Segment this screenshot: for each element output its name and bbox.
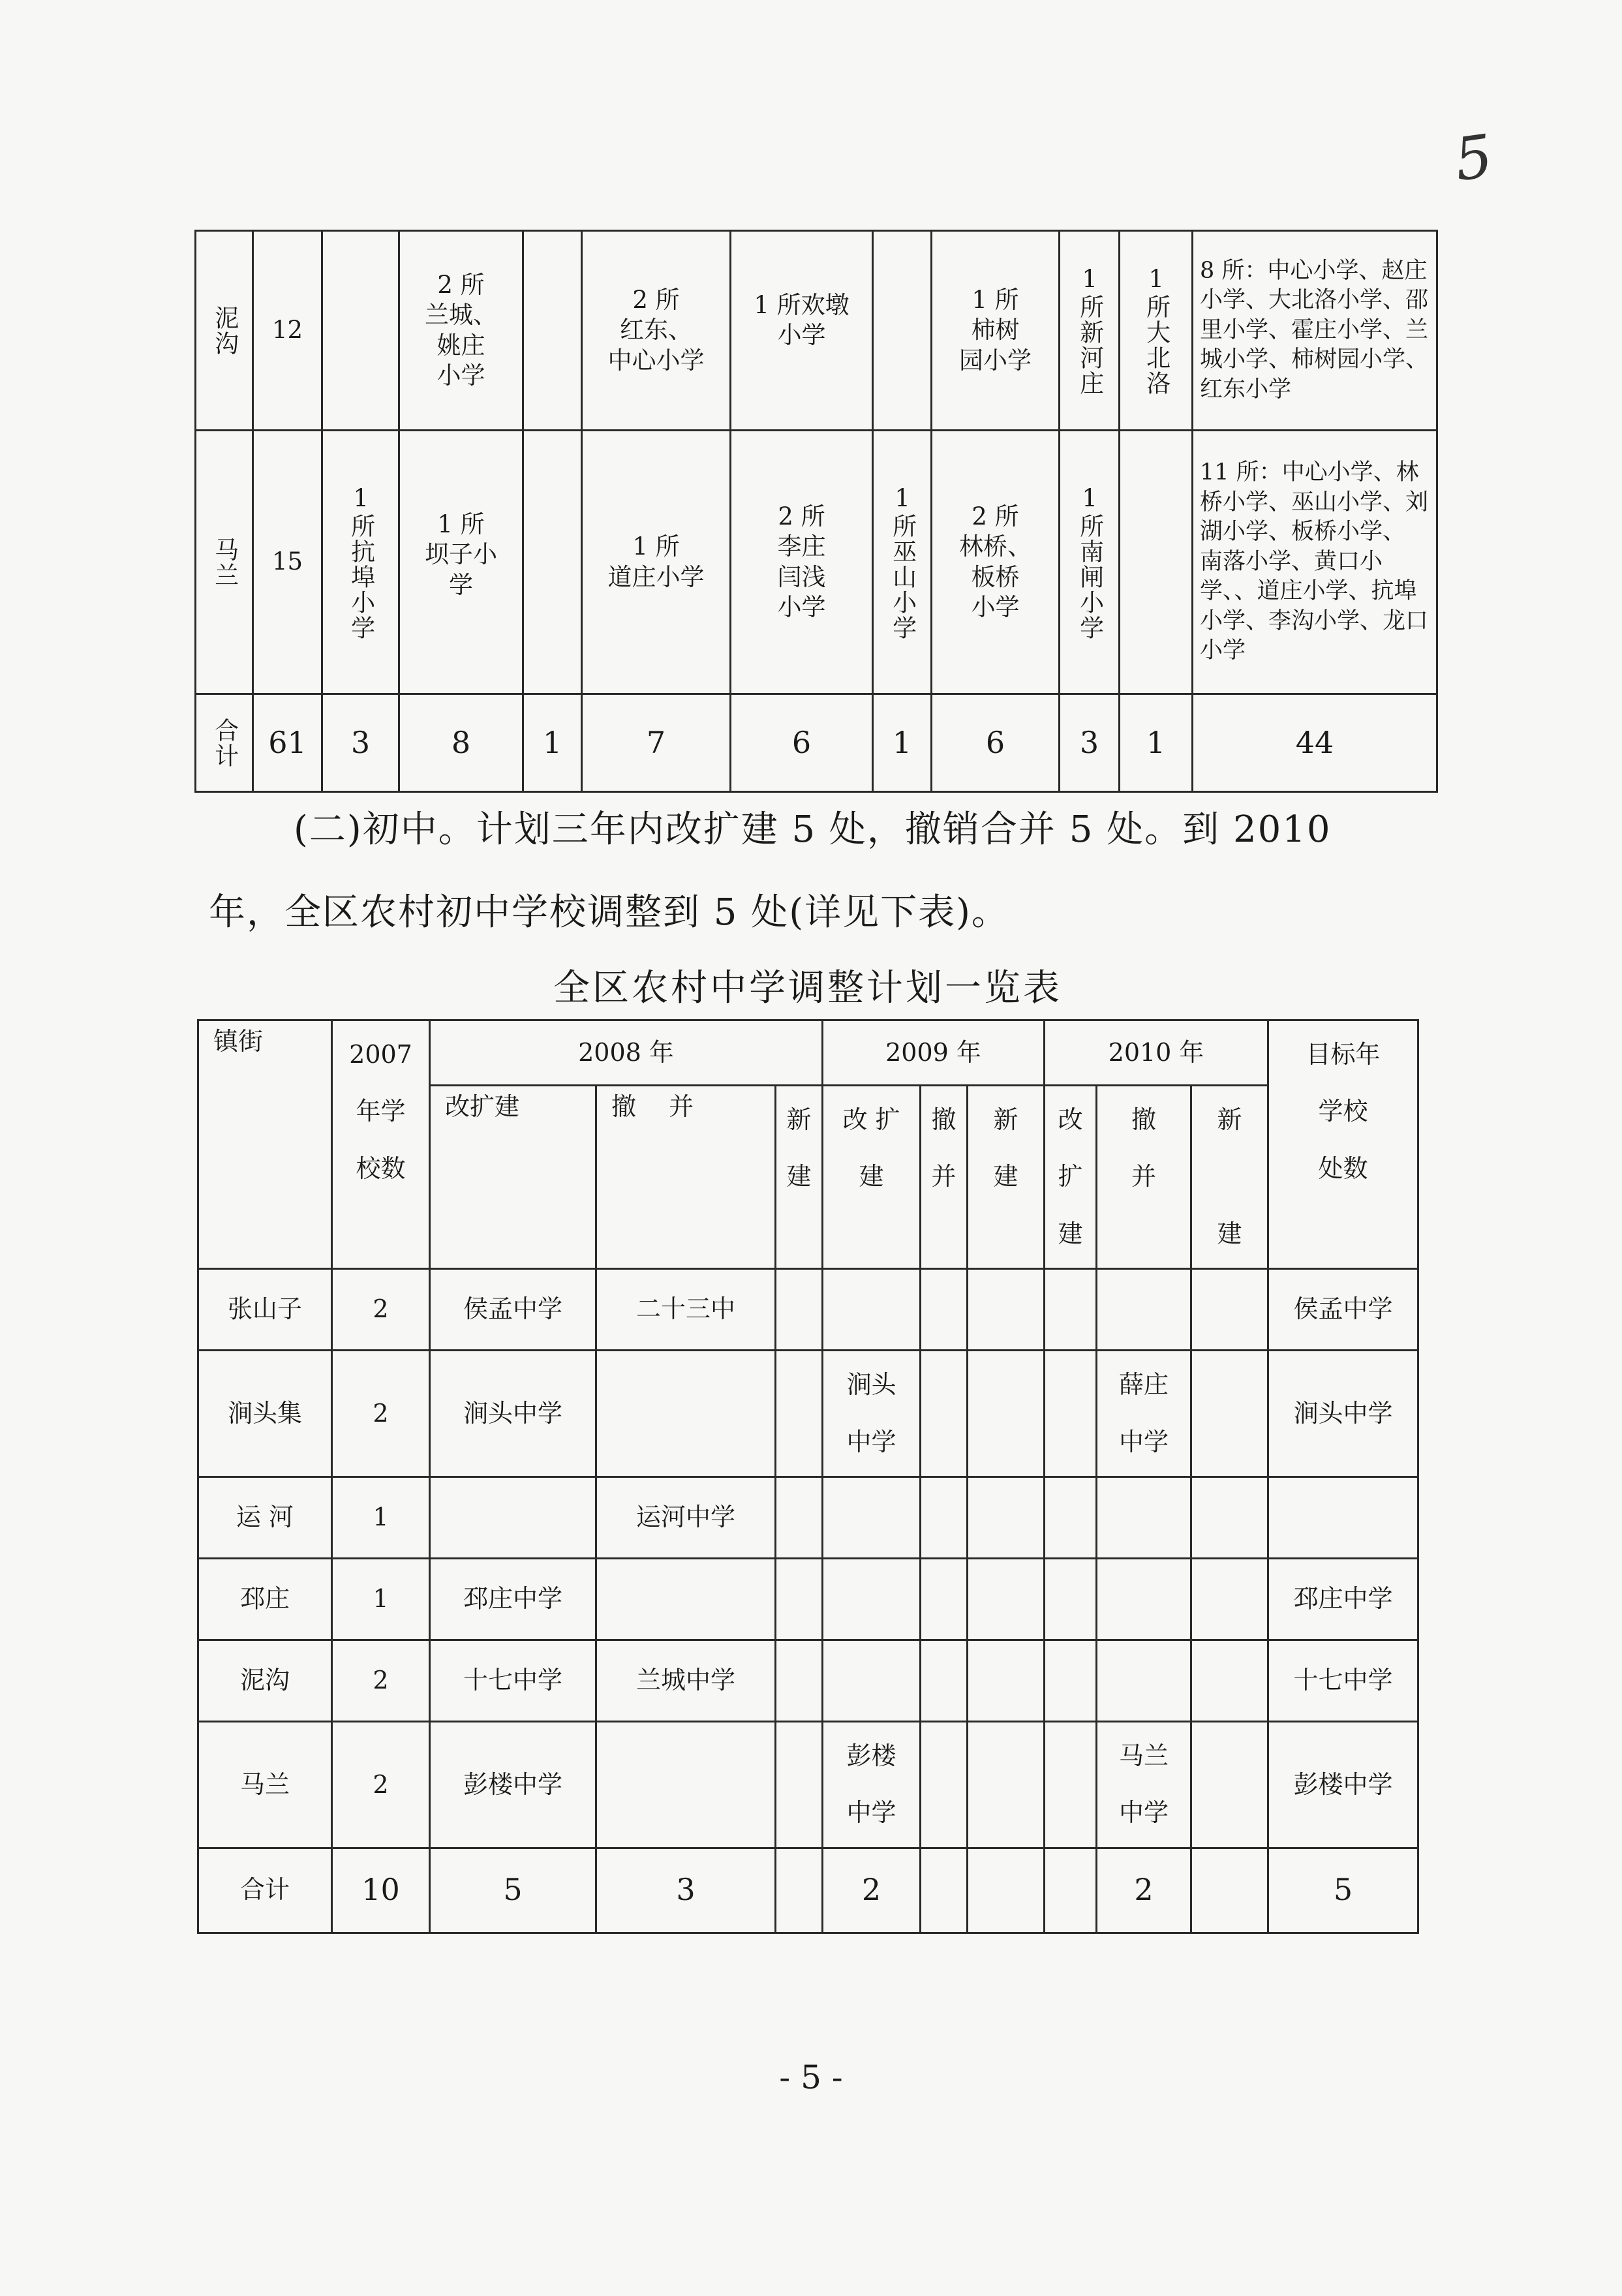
column-header: 改扩建 [430,1086,596,1269]
table-cell [968,1558,1045,1640]
table-cell [1097,1477,1191,1558]
town-cell: 马兰 [198,1721,332,1848]
table-cell [1045,1351,1097,1477]
table-cell: 1所新河庄 [1060,231,1120,431]
target-cell: 侯孟中学 [1268,1269,1418,1351]
table-row [198,1269,1418,1351]
table-cell [921,1640,968,1721]
table-cell: 薛庄 中学 [1097,1351,1191,1477]
table-cell [1045,1477,1097,1558]
table-row [196,231,1437,431]
table-cell [1191,1640,1268,1721]
handwritten-page-mark: 5 [1450,121,1497,195]
table-total-row [196,694,1437,792]
column-header: 目标年 学校 处数 [1268,1020,1418,1269]
table-cell [1097,1640,1191,1721]
table-cell [968,1477,1045,1558]
table-cell [921,1269,968,1351]
target-cell [1268,1477,1418,1558]
town-cell: 泥沟 [198,1640,332,1721]
table-cell [968,1848,1045,1933]
table-row [198,1558,1418,1640]
table-cell: 2 [332,1269,430,1351]
total-label-cell: 合计 [196,694,253,792]
town-cell: 马兰 [196,431,253,694]
table-cell: 7 [582,694,731,792]
table-cell [1045,1848,1097,1933]
table-cell [823,1640,921,1721]
table-cell: 1 [332,1558,430,1640]
table-cell: 涧头 中学 [823,1351,921,1477]
table-cell [776,1269,823,1351]
table-cell: 1 [332,1477,430,1558]
table-cell [776,1848,823,1933]
table-cell [776,1640,823,1721]
table-cell: 1 [873,694,932,792]
table-cell [322,231,399,431]
target-schools-cell: 11 所：中心小学、林桥小学、巫山小学、刘湖小学、板桥小学、 南落小学、黄口小学、、道庄小学、抗埠小学、李沟小学、龙口小学 [1193,431,1437,694]
table-row [196,431,1437,694]
target-schools-cell: 8 所：中心小学、赵庄小学、大北洛小学、邵里小学、霍庄小学、兰城小学、柿树园小学、红东小学 [1193,231,1437,431]
count-cell: 12 [253,231,322,431]
column-header: 镇街 [198,1020,332,1269]
table-cell: 2 [823,1848,921,1933]
table-cell: 3 [322,694,399,792]
target-cell: 涧头中学 [1268,1351,1418,1477]
table-cell: 1 [523,694,582,792]
table-cell [921,1477,968,1558]
table-cell: 侯孟中学 [430,1269,596,1351]
table-cell [921,1351,968,1477]
body-paragraph: (二)初中。计划三年内改扩建 5 处，撤销合并 5 处。到 2010 [294,808,1332,851]
table-cell [921,1721,968,1848]
town-cell: 运 河 [198,1477,332,1558]
table-cell [1045,1721,1097,1848]
table-cell: 1所南闸小学 [1060,431,1120,694]
table-cell [968,1351,1045,1477]
table-cell [596,1721,776,1848]
table-cell: 二十三中 [596,1269,776,1351]
column-header: 新 建 [1191,1086,1268,1269]
table-cell: 1 [1120,694,1193,792]
table-row [198,1477,1418,1558]
table-row [198,1721,1418,1848]
table-cell [921,1848,968,1933]
table-cell [823,1269,921,1351]
table-cell: 2 [332,1721,430,1848]
table-cell [430,1477,596,1558]
table-cell: 2 [332,1640,430,1721]
table-row [198,1351,1418,1477]
table-cell: 1 所 柿树 园小学 [932,231,1060,431]
column-header: 撤 并 [596,1086,776,1269]
column-header: 改 扩 建 [823,1086,921,1269]
town-cell: 涧头集 [198,1351,332,1477]
table-cell: 马兰 中学 [1097,1721,1191,1848]
target-cell: 彭楼中学 [1268,1721,1418,1848]
table-cell [921,1558,968,1640]
table-cell [596,1558,776,1640]
table-cell: 10 [332,1848,430,1933]
target-schools-cell: 44 [1193,694,1437,792]
table-cell [1120,431,1193,694]
table-cell: 2 所 兰城、 姚庄 小学 [399,231,523,431]
table-header-row [198,1020,1418,1086]
table-row [198,1640,1418,1721]
column-header: 2010 年 [1045,1020,1268,1086]
table-cell: 运河中学 [596,1477,776,1558]
table-cell [823,1558,921,1640]
table-cell [968,1269,1045,1351]
middle-school-plan-table [197,1019,1419,1934]
total-label-cell: 合计 [198,1848,332,1933]
table-cell: 3 [596,1848,776,1933]
column-header: 改 扩 建 [1045,1086,1097,1269]
table-total-row [198,1848,1418,1933]
table-cell: 6 [932,694,1060,792]
table-cell: 5 [1268,1848,1418,1933]
table-cell [776,1477,823,1558]
column-header: 2008 年 [430,1020,823,1086]
town-cell: 泥沟 [196,231,253,431]
table-cell [1191,1269,1268,1351]
table-cell [776,1558,823,1640]
table-cell [1045,1558,1097,1640]
body-paragraph: 年，全区农村初中学校调整到 5 处(详见下表)。 [209,891,1009,934]
table-cell [776,1721,823,1848]
table-cell [1191,1351,1268,1477]
count-cell: 15 [253,431,322,694]
column-header: 新 建 [776,1086,823,1269]
table-cell: 1 所 道庄小学 [582,431,731,694]
table-cell: 十七中学 [430,1640,596,1721]
table-cell: 彭楼 中学 [823,1721,921,1848]
table-cell: 邳庄中学 [430,1558,596,1640]
table-cell [1191,1848,1268,1933]
table-cell [1191,1721,1268,1848]
table-cell [968,1721,1045,1848]
table-cell: 涧头中学 [430,1351,596,1477]
count-cell: 61 [253,694,322,792]
town-cell: 邳庄 [198,1558,332,1640]
table-cell: 6 [731,694,873,792]
page-number: - 5 - [779,2059,843,2096]
table-cell [873,231,932,431]
table-cell: 5 [430,1848,596,1933]
table-cell: 2 [1097,1848,1191,1933]
column-header: 2007 年学 校数 [332,1020,430,1269]
table-cell: 2 所 红东、 中心小学 [582,231,731,431]
town-cell: 张山子 [198,1269,332,1351]
table-cell [1045,1640,1097,1721]
table-cell: 1 所欢墩 小学 [731,231,873,431]
table-cell [1097,1558,1191,1640]
table-cell: 1所大北洛 [1120,231,1193,431]
table-cell: 8 [399,694,523,792]
target-cell: 邳庄中学 [1268,1558,1418,1640]
table-cell: 2 [332,1351,430,1477]
table-cell [1191,1558,1268,1640]
table-cell: 1所巫山小学 [873,431,932,694]
table-cell [1191,1477,1268,1558]
table-cell: 1所抗埠小学 [322,431,399,694]
table-cell [523,431,582,694]
column-header: 撤 并 [1097,1086,1191,1269]
target-cell: 十七中学 [1268,1640,1418,1721]
table-title: 全区农村中学调整计划一览表 [553,967,1062,1009]
table-cell: 2 所 林桥、 板桥 小学 [932,431,1060,694]
table-cell [1045,1269,1097,1351]
table-cell [523,231,582,431]
column-header: 2009 年 [823,1020,1045,1086]
table-cell [1097,1269,1191,1351]
table-cell [776,1351,823,1477]
table-cell [596,1351,776,1477]
column-header: 撤 并 [921,1086,968,1269]
table-cell [968,1640,1045,1721]
table-cell: 彭楼中学 [430,1721,596,1848]
table-cell: 1 所 坝子小 学 [399,431,523,694]
primary-school-plan-table [194,230,1438,793]
table-cell: 3 [1060,694,1120,792]
table-cell: 2 所 李庄 闫浅 小学 [731,431,873,694]
table-cell: 兰城中学 [596,1640,776,1721]
table-cell [823,1477,921,1558]
column-header: 新 建 [968,1086,1045,1269]
